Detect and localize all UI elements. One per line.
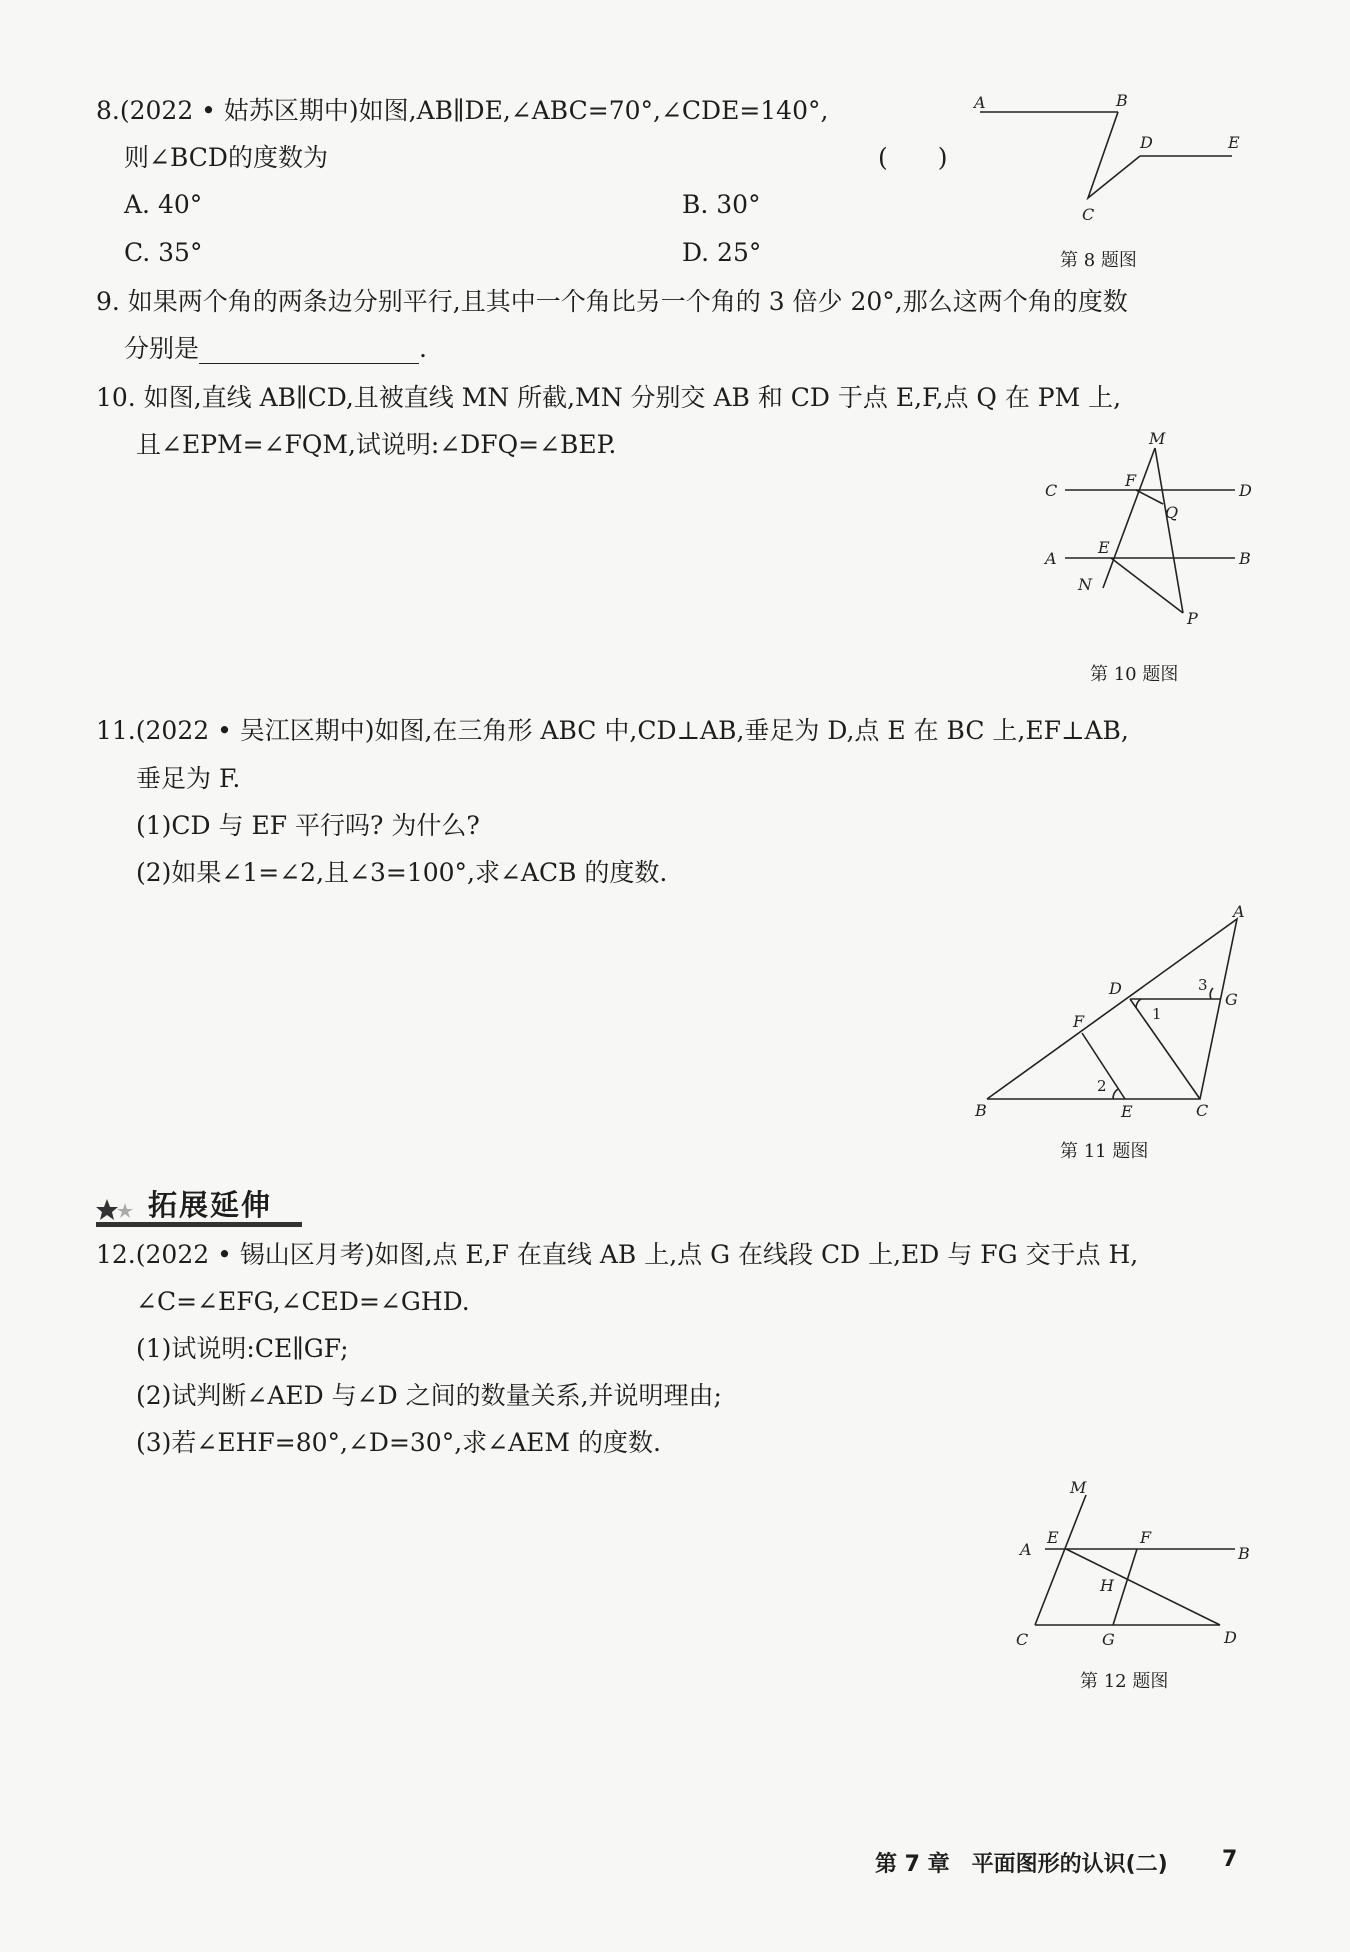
star-icon — [96, 1197, 146, 1223]
q11-angle-2: 2 — [1097, 1077, 1107, 1095]
q10-label-e: E — [1098, 538, 1110, 557]
q8-label-c: C — [1082, 205, 1095, 224]
q10-label-d: D — [1239, 481, 1252, 500]
q11-label-g: G — [1225, 990, 1238, 1009]
q11-angle-3: 3 — [1198, 976, 1208, 994]
q8-label-d: D — [1140, 133, 1153, 152]
q11-figure — [965, 905, 1255, 1125]
q8-label-b: B — [1116, 91, 1128, 110]
q10-label-f: F — [1125, 471, 1137, 490]
q11-line1: 11.(2022 • 吴江区期中)如图,在三角形 ABC 中,CD⊥AB,垂足为 D,点 E 在 BC 上,EF⊥AB, — [96, 716, 1129, 745]
q8-label-a: A — [974, 93, 986, 112]
q11-sub1: (1)CD 与 EF 平行吗? 为什么? — [136, 811, 480, 840]
q10-label-p: P — [1187, 609, 1198, 628]
q11-label-c: C — [1196, 1101, 1209, 1120]
q12-figure — [1010, 1475, 1260, 1655]
q8-figure — [970, 90, 1250, 240]
q8-answer-paren: ( ) — [878, 143, 948, 172]
q12-label-e: E — [1047, 1528, 1059, 1547]
q10-caption: 第 10 题图 — [1090, 664, 1179, 685]
q8-line2: 则∠BCD的度数为 — [124, 143, 328, 172]
q11-label-a: A — [1233, 905, 1245, 921]
q12-label-b: B — [1238, 1544, 1250, 1563]
q11-label-e: E — [1121, 1102, 1133, 1121]
q11-label-d: D — [1109, 979, 1122, 998]
q12-label-d: D — [1224, 1628, 1237, 1647]
q9-line1: 9. 如果两个角的两条边分别平行,且其中一个角比另一个角的 3 倍少 20°,那么这两个角的度数 — [96, 287, 1128, 316]
q11-caption: 第 11 题图 — [1060, 1141, 1149, 1162]
q12-label-f: F — [1140, 1528, 1152, 1547]
q10-label-b: B — [1239, 549, 1251, 568]
q10-line1: 10. 如图,直线 AB∥CD,且被直线 MN 所截,MN 分别交 AB 和 CD 于点 E,F,点 Q 在 PM 上, — [96, 383, 1122, 412]
q11-line2: 垂足为 F. — [136, 764, 241, 793]
footer-page-number: 7 — [1222, 1847, 1238, 1872]
q12-sub2: (2)试判断∠AED 与∠D 之间的数量关系,并说明理由; — [136, 1381, 722, 1410]
q8-caption: 第 8 题图 — [1060, 250, 1137, 271]
section-title: 拓展延伸 — [148, 1188, 273, 1222]
q12-label-a: A — [1020, 1540, 1032, 1559]
q12-sub1: (1)试说明:CE∥GF; — [136, 1334, 349, 1363]
q10-line2: 且∠EPM=∠FQM,试说明:∠DFQ=∠BEP. — [136, 430, 617, 459]
q12-caption: 第 12 题图 — [1080, 1671, 1169, 1692]
q9-line2-text: 分别是 — [124, 334, 200, 363]
q12-sub3: (3)若∠EHF=80°,∠D=30°,求∠AEM 的度数. — [136, 1428, 661, 1457]
q8-option-a: A. 40° — [124, 190, 203, 219]
q9-line2 — [124, 334, 427, 364]
section-underline — [96, 1222, 302, 1227]
q8-line1: 8.(2022 • 姑苏区期中)如图,AB∥DE,∠ABC=70°,∠CDE=140°, — [96, 96, 829, 125]
q9-answer-blank[interactable] — [199, 339, 419, 364]
q11-label-b: B — [975, 1101, 987, 1120]
q11-angle-1: 1 — [1152, 1005, 1162, 1023]
q11-sub2: (2)如果∠1=∠2,且∠3=100°,求∠ACB 的度数. — [136, 858, 668, 887]
q10-label-c: C — [1045, 481, 1058, 500]
q8-option-c: C. 35° — [124, 238, 203, 267]
section-heading — [96, 1183, 302, 1229]
q10-label-m: M — [1149, 429, 1166, 448]
q10-label-n: N — [1078, 575, 1092, 594]
q12-line1: 12.(2022 • 锡山区月考)如图,点 E,F 在直线 AB 上,点 G 在线段 CD 上,ED 与 FG 交于点 H, — [96, 1240, 1139, 1269]
q8-label-e: E — [1228, 133, 1240, 152]
q12-label-h: H — [1100, 1576, 1114, 1595]
q8-option-b: B. 30° — [682, 190, 761, 219]
q12-line2: ∠C=∠EFG,∠CED=∠GHD. — [136, 1287, 470, 1316]
q12-label-c: C — [1016, 1630, 1029, 1649]
footer-chapter: 第 7 章 平面图形的认识(二) — [875, 1852, 1168, 1877]
q12-label-g: G — [1102, 1630, 1115, 1649]
q10-label-a: A — [1045, 549, 1057, 568]
q12-label-m: M — [1070, 1478, 1087, 1497]
q10-figure — [1035, 428, 1265, 633]
q9-line2-end: . — [419, 334, 427, 363]
q10-label-q: Q — [1165, 503, 1179, 522]
q11-label-f: F — [1073, 1012, 1085, 1031]
q8-option-d: D. 25° — [682, 238, 762, 267]
